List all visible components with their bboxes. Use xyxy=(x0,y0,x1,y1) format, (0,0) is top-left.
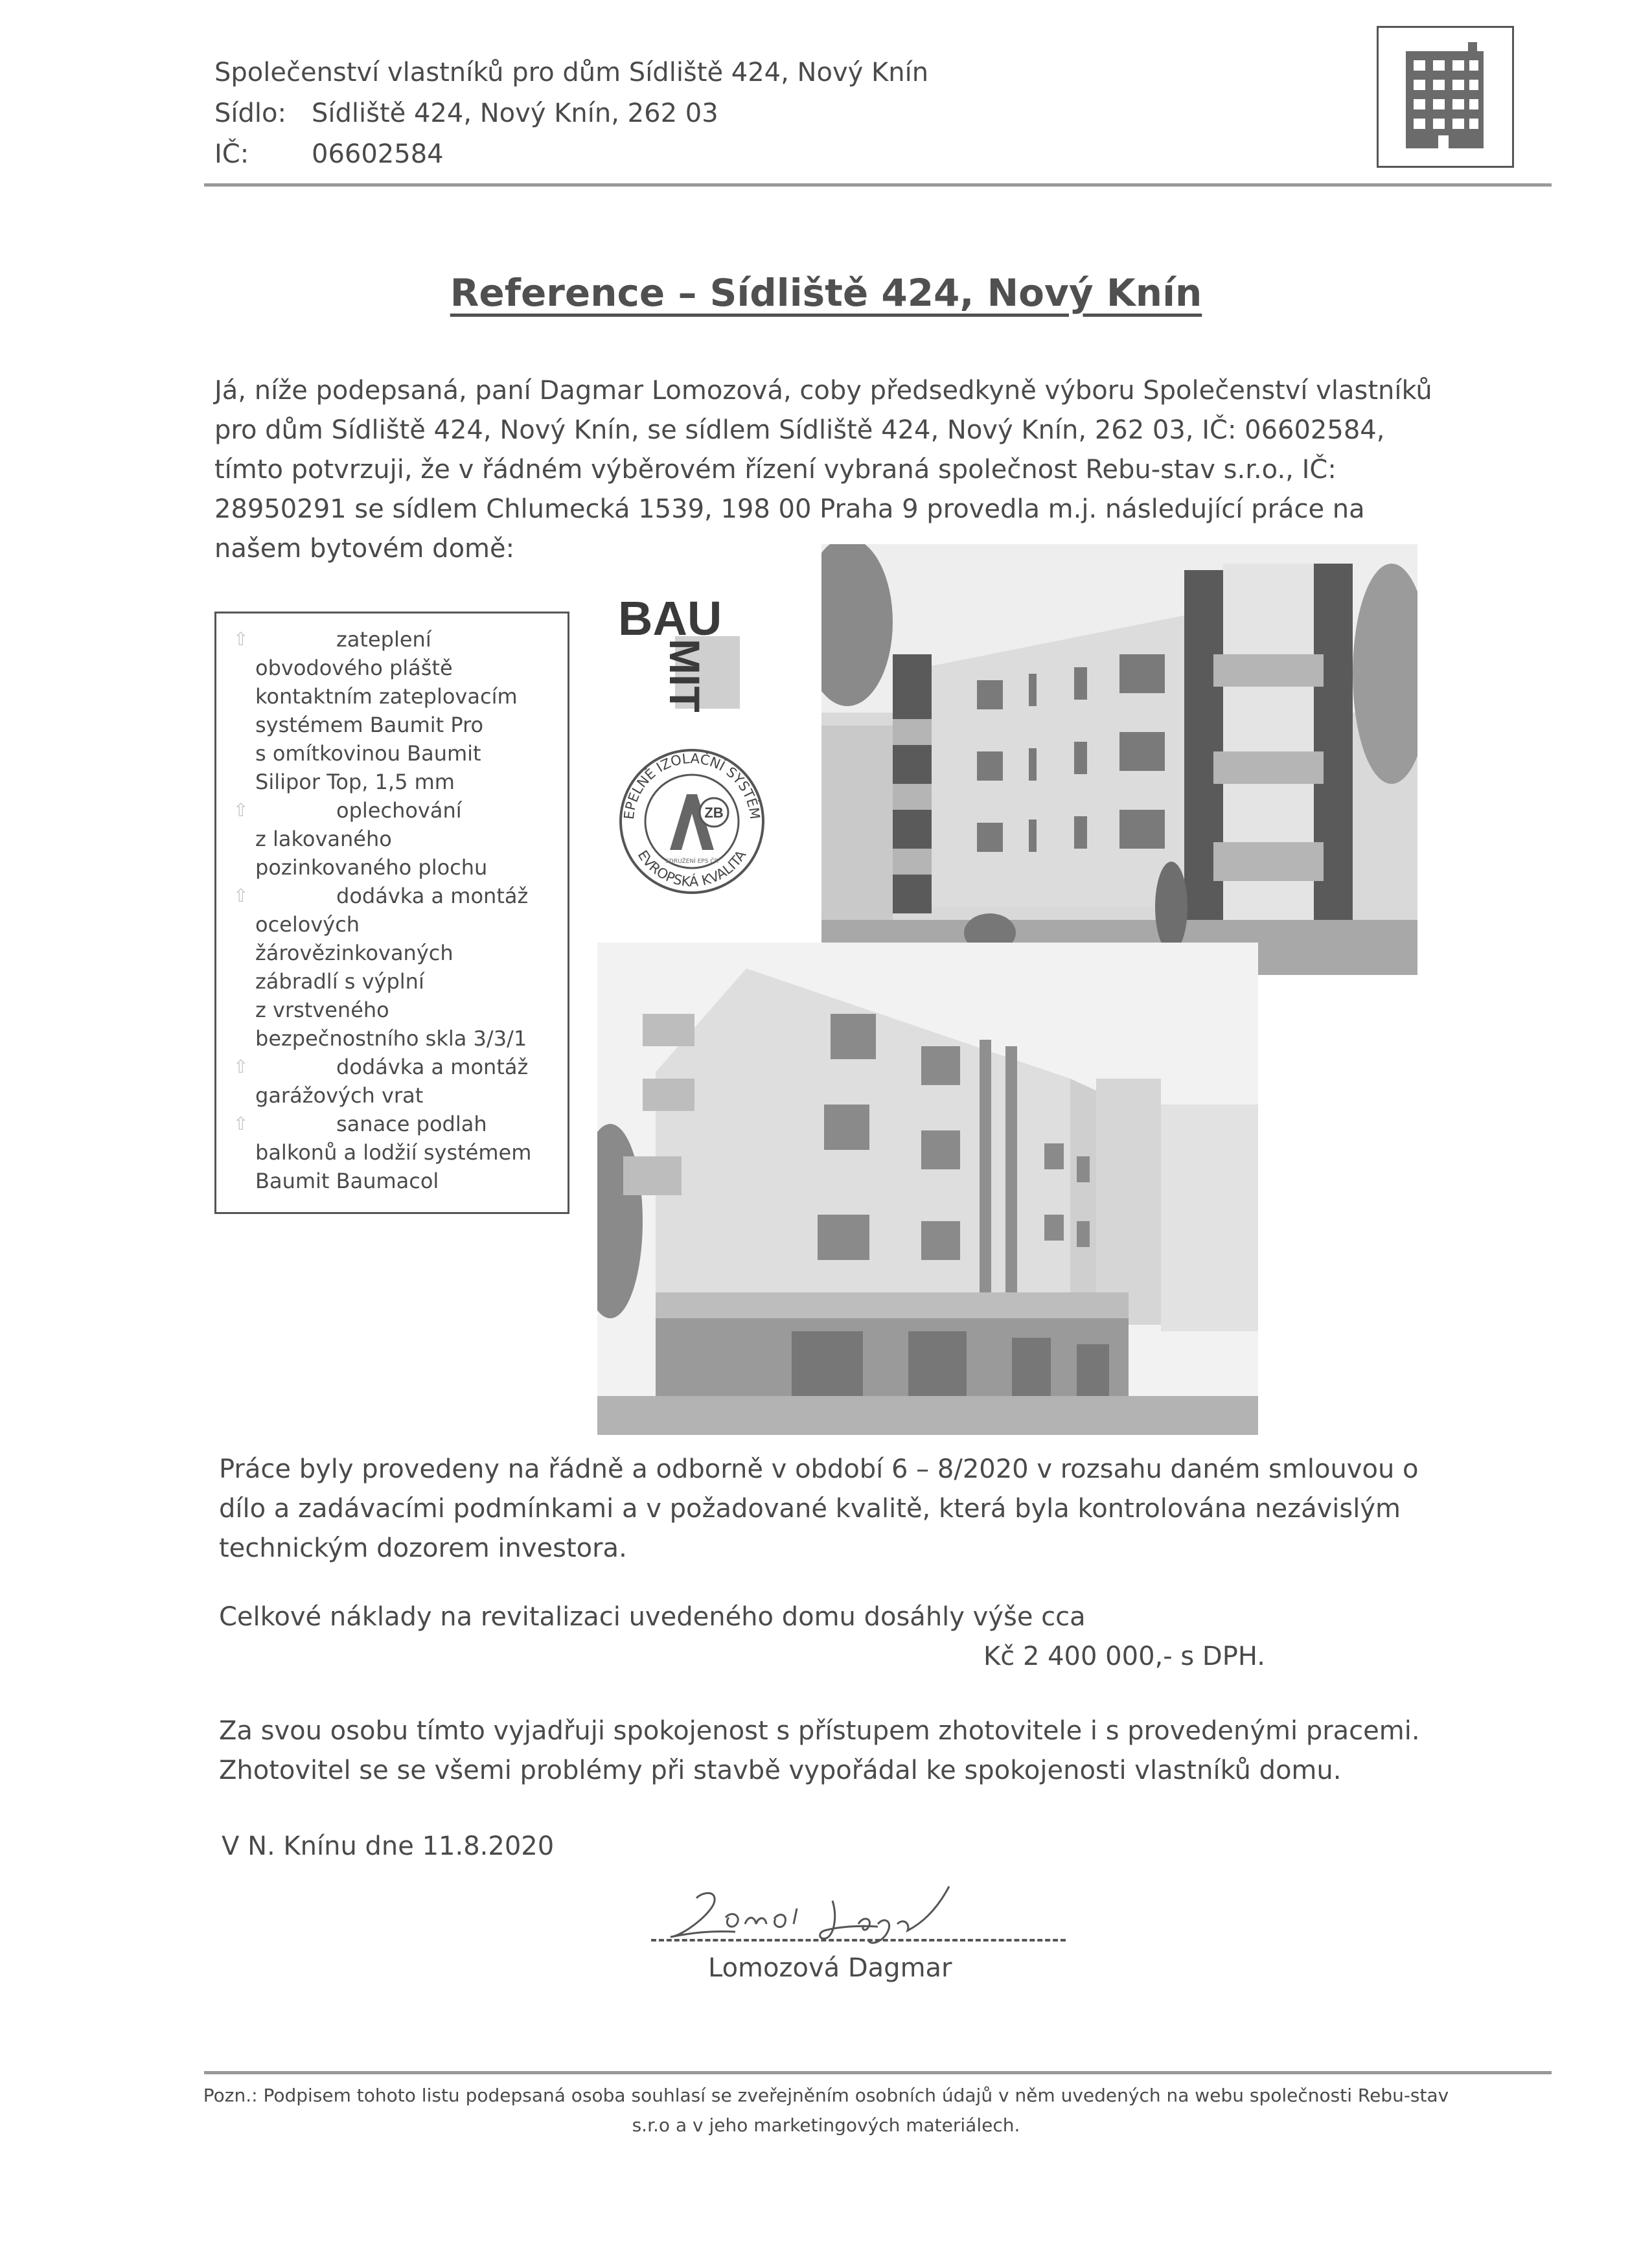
association-name: Společenství vlastníků pro dům Sídliště 424, Nový Knín xyxy=(214,58,929,87)
satisfaction-line: Za svou osobu tímto vyjadřuji spokojenost s přístupem zhotovitele i s provedenými pracemi. xyxy=(219,1716,1420,1746)
footnote-line: Pozn.: Podpisem tohoto listu podepsaná osoba souhlasí se zveřejněním osobních údajů v něm uvedených na webu společnosti Rebu-stav xyxy=(203,2085,1449,2106)
satisfaction-line: Zhotovitel se se všemi problémy při stavbě vypořádal ke spokojenosti vlastníků domu. xyxy=(219,1756,1342,1785)
footer-divider xyxy=(204,2071,1552,2074)
apartment-building-icon xyxy=(1377,26,1514,168)
header-divider xyxy=(204,183,1552,187)
works-list xyxy=(214,612,569,1214)
arrow-up-icon: ⇧ xyxy=(233,628,249,650)
intro-line: Já, níže podepsaná, paní Dagmar Lomozová, coby předsedkyně výboru Společenství vlastníků xyxy=(214,376,1432,406)
list-item: ⇧ dodávka a montáž garážových vrat xyxy=(255,1053,555,1110)
arrow-up-icon: ⇧ xyxy=(233,1113,249,1134)
list-item: ⇧ sanace podlah balkonů a lodžií systémem Baumit Baumacol xyxy=(255,1110,555,1195)
list-item: ⇧ dodávka a montáž ocelových žárovězinkovaných zábradlí s výplní z vrstveného bezpečnostního skla 3/3/1 xyxy=(255,882,555,1053)
baumit-logo-top: BAU xyxy=(618,591,722,645)
seal-center: ZB xyxy=(704,805,724,821)
intro-paragraph xyxy=(214,371,1432,569)
costs-line: Celkové náklady na revitalizaci uvedeného domu dosáhly výše cca xyxy=(219,1602,1086,1632)
seal-ring-top: EPELNĚ IZOLAČNÍ SYSTÉM xyxy=(621,750,763,821)
signatory-name: Lomozová Dagmar xyxy=(708,1953,952,1983)
seal-ring-bottom: EVROPSKÁ KVALITA xyxy=(634,847,750,890)
intro-line: pro dům Sídliště 424, Nový Knín, se sídlem Sídliště 424, Nový Knín, 262 03, IČ: 06602584, xyxy=(214,415,1385,445)
company-id-value: 06602584 xyxy=(312,139,444,169)
intro-line: našem bytovém domě: xyxy=(214,534,515,564)
seal-small-text: SDRUŽENÍ EPS ČR xyxy=(665,858,718,865)
footnote xyxy=(0,2081,1652,2140)
execution-line: dílo a zadávacími podmínkami a v požadované kvalitě, která byla kontrolována nezávislým xyxy=(219,1494,1401,1524)
arrow-up-icon: ⇧ xyxy=(233,799,249,821)
execution-line: Práce byly provedeny na řádně a odborně v období 6 – 8/2020 v rozsahu daném smlouvou o xyxy=(219,1454,1419,1484)
list-item: ⇧ zateplení obvodového pláště kontaktním zateplovacím systémem Baumit Pro s omítkovinou Baumit Silipor Top, 1,5 mm xyxy=(255,625,555,796)
page-title: Reference – Sídliště 424, Nový Knín xyxy=(450,271,1202,315)
footnote-line: s.r.o a v jeho marketingových materiálech. xyxy=(632,2114,1020,2136)
company-id-line xyxy=(214,135,444,174)
seat-label: Sídlo: xyxy=(214,98,286,128)
building-photo-1 xyxy=(821,544,1417,975)
building-photo-2 xyxy=(597,943,1258,1435)
costs-amount: Kč 2 400 000,- s DPH. xyxy=(983,1642,1265,1671)
satisfaction-paragraph xyxy=(219,1712,1420,1791)
seat-line xyxy=(214,94,718,133)
signature-line xyxy=(651,1939,1066,1942)
list-item: ⇧ oplechování z lakovaného pozinkovaného plochu xyxy=(255,796,555,882)
arrow-up-icon: ⇧ xyxy=(233,885,249,906)
arrow-up-icon: ⇧ xyxy=(233,1056,249,1077)
company-id-label: IČ: xyxy=(214,139,249,169)
execution-paragraph xyxy=(219,1450,1418,1568)
intro-line: 28950291 se sídlem Chlumecká 1539, 198 00 Praha 9 provedla m.j. následující práce na xyxy=(214,494,1365,524)
baumit-logo xyxy=(617,591,746,720)
intro-line: tímto potvrzuji, že v řádném výběrovém řízení vybraná společnost Rebu-stav s.r.o., IČ: xyxy=(214,455,1337,485)
place-date: V N. Knínu dne 11.8.2020 xyxy=(222,1831,555,1861)
execution-line: technickým dozorem investora. xyxy=(219,1533,627,1563)
baumit-logo-side: MIT xyxy=(661,639,709,713)
seat-value: Sídliště 424, Nový Knín, 262 03 xyxy=(312,98,718,128)
eps-quality-seal xyxy=(617,746,767,897)
